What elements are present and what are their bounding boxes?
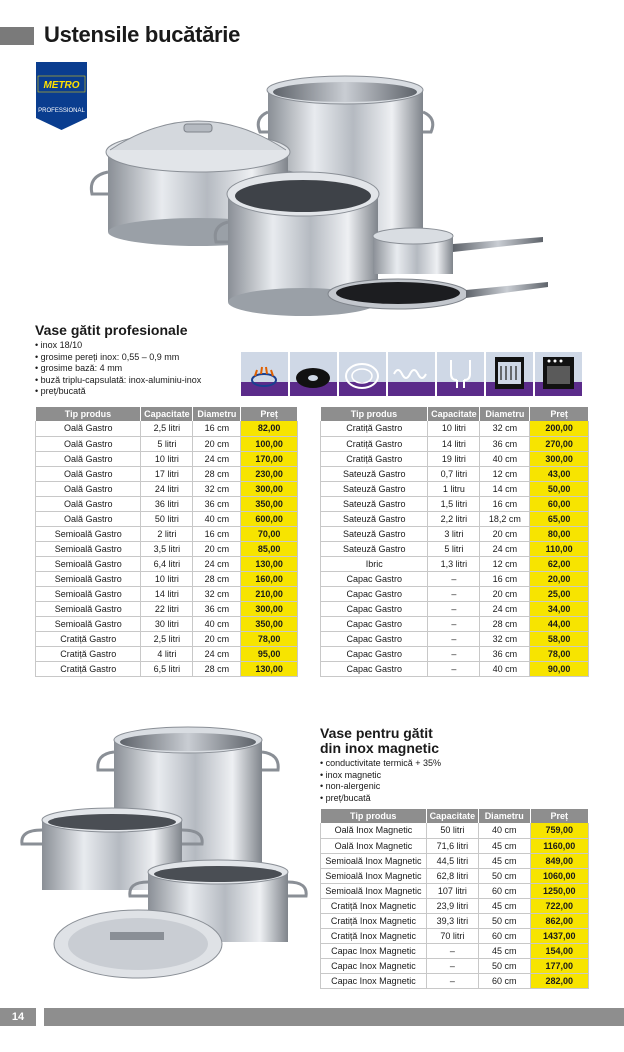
- diameter-cell: 60 cm: [478, 883, 530, 898]
- capacity-cell: –: [428, 571, 480, 586]
- table-row: [36, 421, 298, 436]
- product-type-cell: Ibric: [321, 556, 428, 571]
- table-row: [36, 646, 298, 661]
- diameter-cell: 18,2 cm: [480, 511, 530, 526]
- table-row: [36, 451, 298, 466]
- capacity-cell: 44,5 litri: [426, 853, 478, 868]
- price-cell: 600,00: [241, 511, 298, 526]
- halogen-hob-icon: [339, 352, 386, 396]
- table-row: [321, 466, 589, 481]
- table-row: [321, 868, 589, 883]
- diameter-cell: 12 cm: [480, 466, 530, 481]
- diameter-cell: 28 cm: [193, 661, 241, 676]
- product-type-cell: Capac Inox Magnetic: [321, 973, 427, 988]
- capacity-cell: –: [428, 661, 480, 676]
- price-cell: 85,00: [241, 541, 298, 556]
- price-cell: 78,00: [530, 646, 589, 661]
- product-type-cell: Capac Inox Magnetic: [321, 958, 427, 973]
- price-cell: 70,00: [241, 526, 298, 541]
- table-row: [36, 661, 298, 676]
- product-type-cell: Oală Inox Magnetic: [321, 823, 427, 838]
- feature-item: • buză triplu-capsulată: inox-aluminiu-inox: [35, 375, 201, 387]
- table-row: [321, 823, 589, 838]
- price-cell: 90,00: [530, 661, 589, 676]
- table-row: [321, 511, 589, 526]
- capacity-cell: 5 litri: [428, 541, 480, 556]
- diameter-cell: 40 cm: [480, 451, 530, 466]
- table-row: [321, 883, 589, 898]
- diameter-cell: 24 cm: [480, 541, 530, 556]
- capacity-cell: 36 litri: [141, 496, 193, 511]
- capacity-cell: 6,4 litri: [141, 556, 193, 571]
- price-cell: 200,00: [530, 421, 589, 436]
- price-cell: 350,00: [241, 496, 298, 511]
- section1-price-table-left: [35, 407, 298, 677]
- section2-features: [320, 758, 441, 804]
- table-row: [321, 481, 589, 496]
- product-type-cell: Semioală Inox Magnetic: [321, 883, 427, 898]
- diameter-cell: 32 cm: [480, 631, 530, 646]
- diameter-cell: 40 cm: [480, 661, 530, 676]
- product-type-cell: Semioală Gastro: [36, 586, 141, 601]
- capacity-cell: 10 litri: [141, 571, 193, 586]
- section1-price-table-right: [320, 407, 589, 677]
- capacity-cell: 14 litri: [428, 436, 480, 451]
- diameter-cell: 40 cm: [478, 823, 530, 838]
- diameter-cell: 45 cm: [478, 898, 530, 913]
- table-row: [36, 571, 298, 586]
- feature-item: • preț/bucată: [35, 386, 201, 398]
- price-cell: 60,00: [530, 496, 589, 511]
- diameter-cell: 16 cm: [193, 526, 241, 541]
- diameter-cell: 28 cm: [193, 466, 241, 481]
- col-header: Diametru: [480, 407, 530, 421]
- capacity-cell: 3 litri: [428, 526, 480, 541]
- capacity-cell: –: [428, 646, 480, 661]
- gas-stove-icon: [241, 352, 288, 396]
- product-type-cell: Sateuză Gastro: [321, 496, 428, 511]
- diameter-cell: 40 cm: [193, 511, 241, 526]
- price-cell: 78,00: [241, 631, 298, 646]
- product-type-cell: Capac Gastro: [321, 571, 428, 586]
- badge-shield-icon: [36, 62, 87, 130]
- feature-item: • non-alergenic: [320, 781, 441, 793]
- price-cell: 65,00: [530, 511, 589, 526]
- magnetic-cookware-photo: [14, 722, 314, 1007]
- capacity-cell: 2,5 litri: [141, 631, 193, 646]
- page-title: Ustensile bucătărie: [44, 22, 241, 47]
- table-header-row: [321, 809, 589, 823]
- diameter-cell: 50 cm: [478, 868, 530, 883]
- product-type-cell: Oală Gastro: [36, 466, 141, 481]
- capacity-cell: 1 litru: [428, 481, 480, 496]
- table-row: [36, 631, 298, 646]
- table-row: [321, 943, 589, 958]
- price-cell: 1160,00: [530, 838, 588, 853]
- product-type-cell: Oală Gastro: [36, 421, 141, 436]
- table-row: [321, 421, 589, 436]
- diameter-cell: 20 cm: [480, 526, 530, 541]
- capacity-cell: 2,2 litri: [428, 511, 480, 526]
- section2-price-table: [320, 809, 589, 989]
- product-type-cell: Cratiță Inox Magnetic: [321, 913, 427, 928]
- product-type-cell: Semioală Gastro: [36, 541, 141, 556]
- metro-professional-badge: [36, 62, 87, 130]
- feature-item: • conductivitate termică + 35%: [320, 758, 441, 770]
- hob-compatibility-icons: [241, 352, 582, 396]
- diameter-cell: 20 cm: [480, 586, 530, 601]
- radiant-coil-icon: [388, 352, 435, 396]
- price-cell: 210,00: [241, 586, 298, 601]
- product-type-cell: Capac Gastro: [321, 661, 428, 676]
- section1-features: [35, 340, 201, 398]
- product-type-cell: Oală Inox Magnetic: [321, 838, 427, 853]
- capacity-cell: 0,7 litri: [428, 466, 480, 481]
- product-type-cell: Sateuză Gastro: [321, 541, 428, 556]
- product-type-cell: Capac Inox Magnetic: [321, 943, 427, 958]
- col-header: Preț: [241, 407, 298, 421]
- col-header: Preț: [530, 407, 589, 421]
- diameter-cell: 50 cm: [478, 913, 530, 928]
- product-type-cell: Capac Gastro: [321, 586, 428, 601]
- capacity-cell: 62,8 litri: [426, 868, 478, 883]
- table-row: [321, 646, 589, 661]
- table-row: [321, 586, 589, 601]
- table-row: [321, 556, 589, 571]
- capacity-cell: –: [426, 973, 478, 988]
- capacity-cell: 107 litri: [426, 883, 478, 898]
- product-type-cell: Capac Gastro: [321, 646, 428, 661]
- diameter-cell: 32 cm: [193, 481, 241, 496]
- product-type-cell: Oală Gastro: [36, 436, 141, 451]
- price-cell: 300,00: [241, 601, 298, 616]
- table-row: [36, 526, 298, 541]
- capacity-cell: 6,5 litri: [141, 661, 193, 676]
- col-header: Diametru: [193, 407, 241, 421]
- section2-title: [320, 726, 439, 756]
- product-type-cell: Cratiță Inox Magnetic: [321, 928, 427, 943]
- diameter-cell: 36 cm: [193, 601, 241, 616]
- capacity-cell: 1,5 litri: [428, 496, 480, 511]
- dishwasher-icon: [486, 352, 533, 396]
- product-type-cell: Sateuză Gastro: [321, 526, 428, 541]
- table-header-row: [321, 407, 589, 421]
- product-type-cell: Cratiță Gastro: [36, 631, 141, 646]
- capacity-cell: 1,3 litri: [428, 556, 480, 571]
- product-type-cell: Cratiță Gastro: [321, 421, 428, 436]
- price-cell: 1060,00: [530, 868, 588, 883]
- price-cell: 270,00: [530, 436, 589, 451]
- col-header: Diametru: [478, 809, 530, 823]
- product-type-cell: Sateuză Gastro: [321, 481, 428, 496]
- product-type-cell: Sateuză Gastro: [321, 466, 428, 481]
- table-row: [36, 616, 298, 631]
- table-row: [321, 898, 589, 913]
- diameter-cell: 45 cm: [478, 838, 530, 853]
- capacity-cell: 19 litri: [428, 451, 480, 466]
- col-header: Tip produs: [36, 407, 141, 421]
- price-cell: 862,00: [530, 913, 588, 928]
- table-row: [321, 973, 589, 988]
- price-cell: 177,00: [530, 958, 588, 973]
- price-cell: 759,00: [530, 823, 588, 838]
- price-cell: 154,00: [530, 943, 588, 958]
- capacity-cell: 10 litri: [141, 451, 193, 466]
- diameter-cell: 45 cm: [478, 853, 530, 868]
- cookware-set-photo: [88, 72, 548, 322]
- product-type-cell: Sateuză Gastro: [321, 511, 428, 526]
- table-row: [321, 958, 589, 973]
- capacity-cell: 4 litri: [141, 646, 193, 661]
- product-type-cell: Cratiță Gastro: [321, 451, 428, 466]
- capacity-cell: 3,5 litri: [141, 541, 193, 556]
- diameter-cell: 60 cm: [478, 928, 530, 943]
- price-cell: 62,00: [530, 556, 589, 571]
- capacity-cell: 17 litri: [141, 466, 193, 481]
- price-cell: 350,00: [241, 616, 298, 631]
- price-cell: 80,00: [530, 526, 589, 541]
- product-type-cell: Semioală Inox Magnetic: [321, 853, 427, 868]
- col-header: Capacitate: [428, 407, 480, 421]
- capacity-cell: –: [428, 586, 480, 601]
- table-row: [36, 541, 298, 556]
- diameter-cell: 14 cm: [480, 481, 530, 496]
- induction-hob-icon: [437, 352, 484, 396]
- diameter-cell: 24 cm: [193, 646, 241, 661]
- product-type-cell: Semioală Gastro: [36, 601, 141, 616]
- product-type-cell: Oală Gastro: [36, 496, 141, 511]
- price-cell: 34,00: [530, 601, 589, 616]
- capacity-cell: 71,6 litri: [426, 838, 478, 853]
- product-type-cell: Semioală Gastro: [36, 616, 141, 631]
- feature-item: • grosime bază: 4 mm: [35, 363, 201, 375]
- capacity-cell: –: [428, 631, 480, 646]
- price-cell: 130,00: [241, 661, 298, 676]
- price-cell: 230,00: [241, 466, 298, 481]
- product-type-cell: Semioală Inox Magnetic: [321, 868, 427, 883]
- capacity-cell: 23,9 litri: [426, 898, 478, 913]
- table-row: [321, 571, 589, 586]
- price-cell: 100,00: [241, 436, 298, 451]
- product-type-cell: Oală Gastro: [36, 451, 141, 466]
- table-row: [36, 481, 298, 496]
- product-type-cell: Semioală Gastro: [36, 556, 141, 571]
- product-type-cell: Cratiță Inox Magnetic: [321, 898, 427, 913]
- diameter-cell: 24 cm: [193, 556, 241, 571]
- section2-title-line1: Vase pentru gătit: [320, 725, 433, 741]
- diameter-cell: 20 cm: [193, 436, 241, 451]
- feature-item: • preț/bucată: [320, 793, 441, 805]
- price-cell: 44,00: [530, 616, 589, 631]
- ceramic-hob-icon: [290, 352, 337, 396]
- product-type-cell: Cratiță Gastro: [36, 646, 141, 661]
- table-row: [321, 541, 589, 556]
- price-cell: 58,00: [530, 631, 589, 646]
- table-row: [321, 436, 589, 451]
- capacity-cell: 50 litri: [426, 823, 478, 838]
- price-cell: 130,00: [241, 556, 298, 571]
- product-type-cell: Capac Gastro: [321, 631, 428, 646]
- price-cell: 43,00: [530, 466, 589, 481]
- table-row: [321, 451, 589, 466]
- badge-line: PROFESSIONAL: [38, 108, 85, 114]
- section1-title: Vase gătit profesionale: [35, 322, 188, 338]
- diameter-cell: 20 cm: [193, 541, 241, 556]
- price-cell: 282,00: [530, 973, 588, 988]
- capacity-cell: –: [428, 616, 480, 631]
- capacity-cell: –: [426, 943, 478, 958]
- capacity-cell: –: [428, 601, 480, 616]
- table-row: [36, 496, 298, 511]
- capacity-cell: 5 litri: [141, 436, 193, 451]
- table-row: [321, 616, 589, 631]
- diameter-cell: 60 cm: [478, 973, 530, 988]
- price-cell: 1437,00: [530, 928, 588, 943]
- diameter-cell: 16 cm: [480, 571, 530, 586]
- page-number: 14: [0, 1008, 36, 1026]
- diameter-cell: 36 cm: [480, 436, 530, 451]
- col-header: Tip produs: [321, 809, 427, 823]
- table-row: [36, 586, 298, 601]
- price-cell: 170,00: [241, 451, 298, 466]
- price-cell: 20,00: [530, 571, 589, 586]
- capacity-cell: 50 litri: [141, 511, 193, 526]
- product-type-cell: Oală Gastro: [36, 481, 141, 496]
- table-row: [321, 853, 589, 868]
- product-type-cell: Capac Gastro: [321, 601, 428, 616]
- capacity-cell: 39,3 litri: [426, 913, 478, 928]
- diameter-cell: 24 cm: [480, 601, 530, 616]
- price-cell: 25,00: [530, 586, 589, 601]
- capacity-cell: 30 litri: [141, 616, 193, 631]
- capacity-cell: 14 litri: [141, 586, 193, 601]
- capacity-cell: 24 litri: [141, 481, 193, 496]
- diameter-cell: 16 cm: [480, 496, 530, 511]
- diameter-cell: 20 cm: [193, 631, 241, 646]
- table-header-row: [36, 407, 298, 421]
- table-row: [321, 601, 589, 616]
- price-cell: 95,00: [241, 646, 298, 661]
- footer-bar: [44, 1008, 624, 1026]
- feature-item: • grosime pereți inox: 0,55 – 0,9 mm: [35, 352, 201, 364]
- table-row: [36, 436, 298, 451]
- price-cell: 160,00: [241, 571, 298, 586]
- product-type-cell: Semioală Gastro: [36, 571, 141, 586]
- feature-item: • inox magnetic: [320, 770, 441, 782]
- col-header: Capacitate: [141, 407, 193, 421]
- diameter-cell: 45 cm: [478, 943, 530, 958]
- table-row: [321, 526, 589, 541]
- capacity-cell: 10 litri: [428, 421, 480, 436]
- table-row: [321, 913, 589, 928]
- diameter-cell: 36 cm: [480, 646, 530, 661]
- price-cell: 300,00: [530, 451, 589, 466]
- table-row: [36, 466, 298, 481]
- price-cell: 300,00: [241, 481, 298, 496]
- price-cell: 82,00: [241, 421, 298, 436]
- product-type-cell: Semioală Gastro: [36, 526, 141, 541]
- price-cell: 849,00: [530, 853, 588, 868]
- price-cell: 722,00: [530, 898, 588, 913]
- table-row: [321, 496, 589, 511]
- diameter-cell: 24 cm: [193, 451, 241, 466]
- table-row: [36, 556, 298, 571]
- badge-brand: METRO: [43, 80, 80, 91]
- diameter-cell: 36 cm: [193, 496, 241, 511]
- section2-title-line2: din inox magnetic: [320, 740, 440, 756]
- diameter-cell: 50 cm: [478, 958, 530, 973]
- feature-item: • inox 18/10: [35, 340, 201, 352]
- table-row: [321, 838, 589, 853]
- capacity-cell: 2,5 litri: [141, 421, 193, 436]
- product-type-cell: Oală Gastro: [36, 511, 141, 526]
- table-row: [321, 661, 589, 676]
- capacity-cell: –: [426, 958, 478, 973]
- product-type-cell: Capac Gastro: [321, 616, 428, 631]
- table-row: [36, 511, 298, 526]
- col-header: Tip produs: [321, 407, 428, 421]
- table-row: [321, 928, 589, 943]
- diameter-cell: 28 cm: [193, 571, 241, 586]
- col-header: Preț: [530, 809, 588, 823]
- price-cell: 1250,00: [530, 883, 588, 898]
- diameter-cell: 32 cm: [480, 421, 530, 436]
- diameter-cell: 16 cm: [193, 421, 241, 436]
- title-accent-bar: [0, 27, 34, 45]
- capacity-cell: 2 litri: [141, 526, 193, 541]
- product-type-cell: Cratiță Gastro: [36, 661, 141, 676]
- diameter-cell: 40 cm: [193, 616, 241, 631]
- table-row: [321, 631, 589, 646]
- price-cell: 110,00: [530, 541, 589, 556]
- diameter-cell: 28 cm: [480, 616, 530, 631]
- capacity-cell: 22 litri: [141, 601, 193, 616]
- product-type-cell: Cratiță Gastro: [321, 436, 428, 451]
- table-row: [36, 601, 298, 616]
- price-cell: 50,00: [530, 481, 589, 496]
- diameter-cell: 32 cm: [193, 586, 241, 601]
- diameter-cell: 12 cm: [480, 556, 530, 571]
- oven-icon: [535, 352, 582, 396]
- capacity-cell: 70 litri: [426, 928, 478, 943]
- col-header: Capacitate: [426, 809, 478, 823]
